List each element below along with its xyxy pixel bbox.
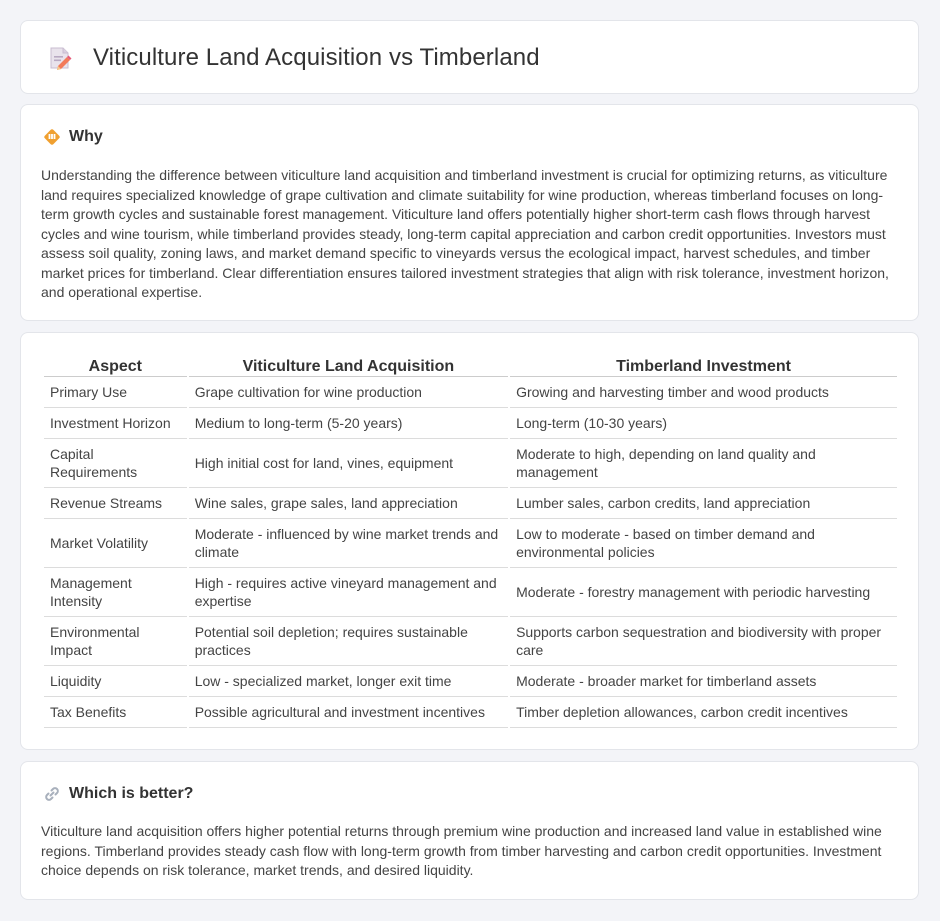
row-timberland: Growing and harvesting timber and wood products <box>510 377 897 408</box>
document-edit-icon <box>47 45 73 71</box>
row-viticulture: Grape cultivation for wine production <box>189 377 508 408</box>
why-heading: Why <box>69 128 103 145</box>
table-row <box>44 439 897 488</box>
row-timberland: Low to moderate - based on timber demand and environmental policies <box>510 519 897 568</box>
header-timberland: Timberland Investment <box>510 355 897 377</box>
row-timberland: Moderate to high, depending on land quality and management <box>510 439 897 488</box>
page-title: Viticulture Land Acquisition vs Timberland <box>93 44 540 71</box>
row-viticulture: Low - specialized market, longer exit time <box>189 666 508 697</box>
row-viticulture: Wine sales, grape sales, land appreciation <box>189 488 508 519</box>
why-paragraph: Understanding the difference between viticulture land acquisition and timberland investment is crucial for optimizing returns, as viticulture land requires specialized knowledge of grape cultivation and climate suitability for wine production, whereas timberland focuses on long-term growth cycles and sustainable forest management. Viticulture land offers potentially higher short-term cash flows through harvest cycles and wine tourism, while timberland provides steady, long-term capital appreciation and carbon credit opportunities. Investors must assess soil quality, zoning laws, and market demand specific to vineyards versus the ecological impact, harvest schedules, and timber market prices for timberland. Clear differentiation ensures tailored investment strategies that align with risk tolerance, investment horizon, and operational expertise. <box>41 167 889 300</box>
row-viticulture: High initial cost for land, vines, equipment <box>189 439 508 488</box>
header-viticulture: Viticulture Land Acquisition <box>189 355 508 377</box>
header-aspect: Aspect <box>44 355 187 377</box>
which-is-better-card <box>20 761 919 900</box>
table-row <box>44 617 897 666</box>
row-viticulture: Potential soil depletion; requires sustainable practices <box>189 617 508 666</box>
table-row <box>44 488 897 519</box>
row-aspect: Revenue Streams <box>44 488 187 519</box>
table-row <box>44 408 897 439</box>
better-heading-row <box>43 785 193 803</box>
row-aspect: Investment Horizon <box>44 408 187 439</box>
why-card <box>20 104 919 321</box>
row-aspect: Management Intensity <box>44 568 187 617</box>
table-header-row <box>44 355 897 377</box>
row-aspect: Primary Use <box>44 377 187 408</box>
row-aspect: Liquidity <box>44 666 187 697</box>
row-viticulture: High - requires active vineyard management and expertise <box>189 568 508 617</box>
row-aspect: Market Volatility <box>44 519 187 568</box>
comparison-table <box>42 355 899 728</box>
diamond-alert-icon <box>43 128 61 146</box>
row-viticulture: Medium to long-term (5-20 years) <box>189 408 508 439</box>
row-viticulture: Possible agricultural and investment incentives <box>189 697 508 728</box>
row-timberland: Timber depletion allowances, carbon credit incentives <box>510 697 897 728</box>
why-heading-row <box>43 128 103 146</box>
row-aspect: Tax Benefits <box>44 697 187 728</box>
better-paragraph: Viticulture land acquisition offers higher potential returns through premium wine production and increased land value in established wine regions. Timberland provides steady cash flow with long-term growth from timber harvesting and carbon credit opportunities. Investment choice depends on risk tolerance, market trends, and desired liquidity. <box>41 823 882 878</box>
table-row <box>44 697 897 728</box>
link-icon <box>43 785 61 803</box>
table-row <box>44 377 897 408</box>
row-aspect: Capital Requirements <box>44 439 187 488</box>
table-row <box>44 568 897 617</box>
better-heading: Which is better? <box>69 785 194 802</box>
row-timberland: Moderate - forestry management with periodic harvesting <box>510 568 897 617</box>
row-timberland: Supports carbon sequestration and biodiversity with proper care <box>510 617 897 666</box>
row-viticulture: Moderate - influenced by wine market trends and climate <box>189 519 508 568</box>
row-timberland: Lumber sales, carbon credits, land appreciation <box>510 488 897 519</box>
table-row <box>44 519 897 568</box>
table-row <box>44 666 897 697</box>
row-timberland: Long-term (10-30 years) <box>510 408 897 439</box>
comparison-table-card <box>20 332 919 750</box>
row-timberland: Moderate - broader market for timberland assets <box>510 666 897 697</box>
title-card <box>20 20 919 94</box>
row-aspect: Environmental Impact <box>44 617 187 666</box>
